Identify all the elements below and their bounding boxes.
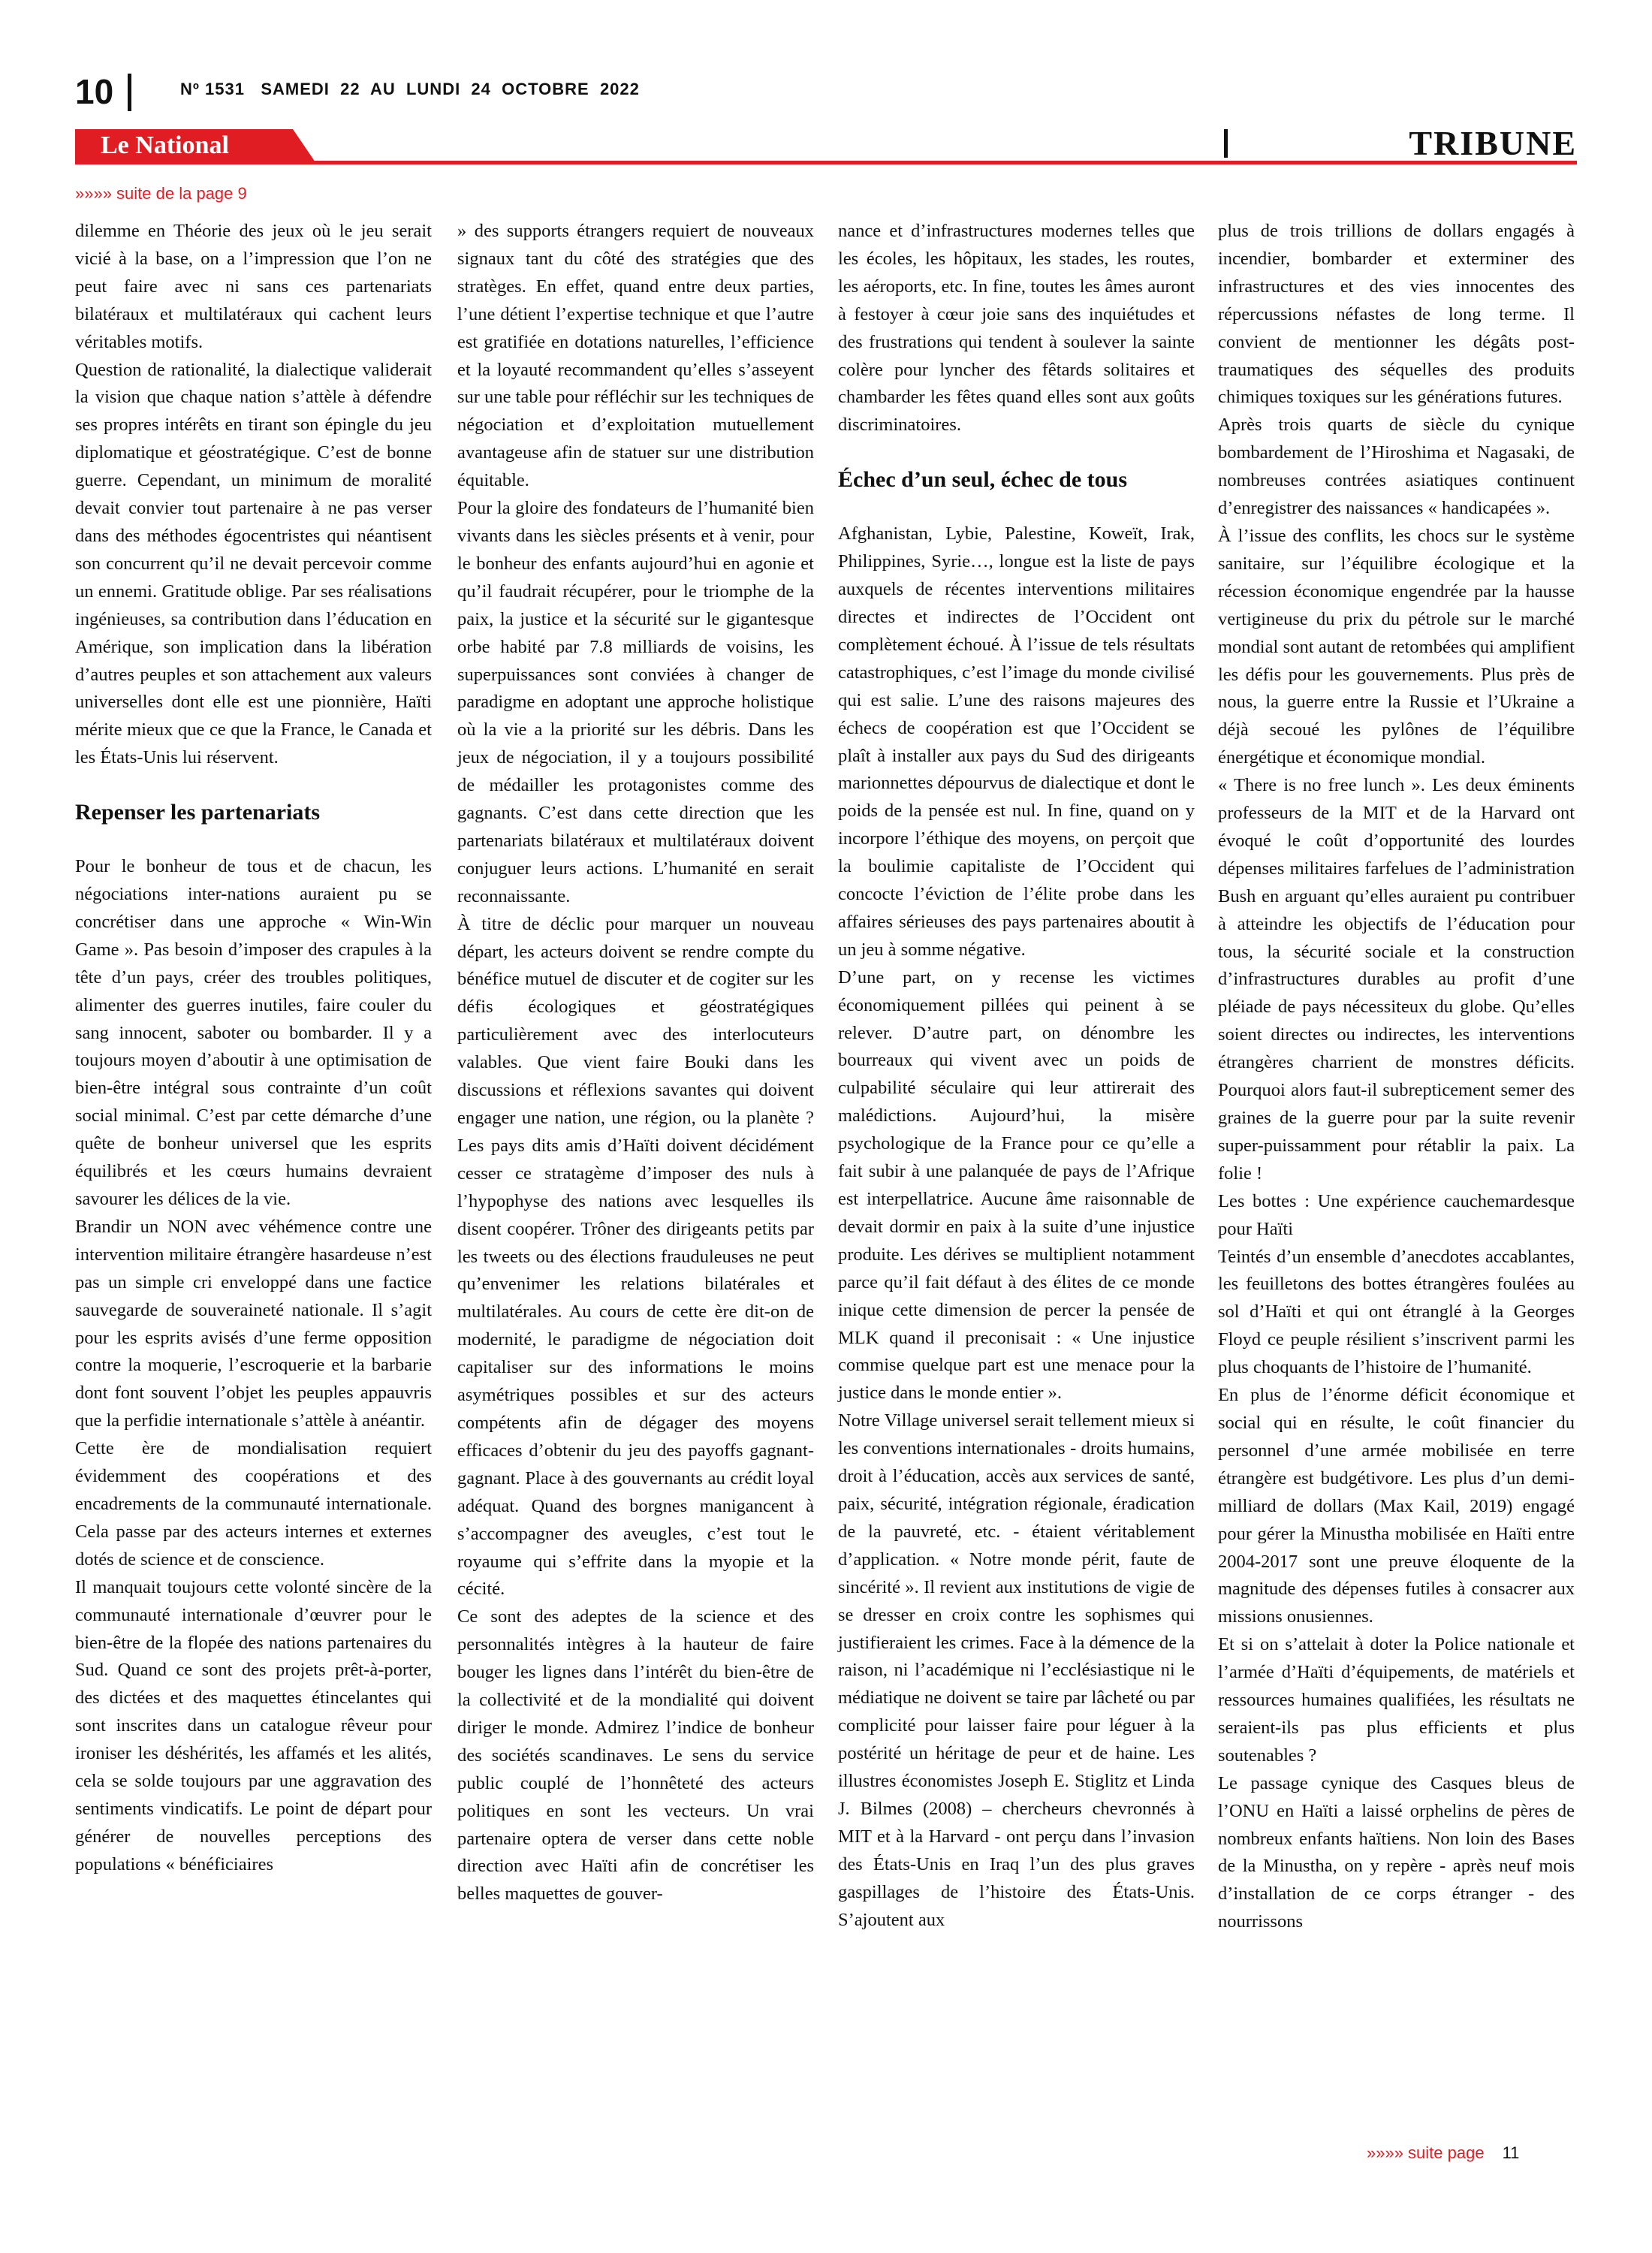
- paragraph: Question de rationalité, la dialectique validerait la vision que chaque nation s’attèle à défendre ses propres intérêts en tirant son épingle du jeu diplomatique et géostratégique. C’est de bonne guerre. Cependant, un minimum de moralité devait convier tout partenaire à ne pas verser dans des méthodes égocentristes qui néantisent son concurrent qu’il ne devait percevoir comme un ennemi. Gratitude oblige. Par ses réalisations ingénieuses, sa contribution dans l’éducation en Amérique, son implication dans la libération d’autres peuples et son attachement aux valeurs universelles dont elle est une pionnière, Haïti mérite mieux que ce que la France, le Canada et les États-Unis lui réservent.: [75, 359, 432, 768]
- brand-logo: Le National: [101, 131, 229, 159]
- paragraph: Et si on s’attelait à doter la Police nationale et l’armée d’Haïti d’équipements, de matériels et ressources humaines qualifiées, les résultats ne seraient-ils pas plus efficients et plus soutenables ?: [1218, 1634, 1575, 1766]
- paragraph: Teintés d’un ensemble d’anecdotes accablantes, les feuilletons des bottes étrangères foulées au sol d’Haïti et qui ont étranglé à la Georges Floyd ce peuple résilient s’inscrivent parmi les plus choquants de l’histoire de l’humanité.: [1218, 1246, 1575, 1378]
- continued-from: »»»» suite de la page 9: [75, 184, 247, 203]
- column-4: [1218, 218, 1575, 1936]
- section-divider: [1224, 129, 1228, 158]
- page-header: [75, 69, 1577, 114]
- paragraph: En plus de l’énorme déficit économique et social qui en résulte, le coût financier du personnel d’une armée mobilisée en terre étrangère est budgétivore. Les plus d’un demi-milliard de dollars (Max Kail, 2019) engagé pour gérer la Minustha mobilisée en Haïti entre 2004-2017 sont une preuve éloquente de la magnitude des dépenses futiles à consacrer aux missions onusiennes.: [1218, 1385, 1575, 1627]
- subheading: Échec d’un seul, échec de tous: [838, 467, 1127, 493]
- page-number: 10: [75, 72, 114, 111]
- paragraph: Notre Village universel serait tellement mieux si les conventions internationales - droits humains, droit à l’éducation, accès aux services de santé, paix, sécurité, intégration régionale, éradication de la pauvreté, etc. - étaient véritablement d’application. « Notre monde périt, faute de sincérité ». Il revient aux institutions de vigie de se dresser en croix contre les sophismes qui justifieraient les crimes. Face à la démence de la raison, ni l’académique ni l’ecclésiastique ni le médiatique ne doivent se taire par lâcheté ou par complicité pour laisser faire pour léguer à la postérité un héritage de peur et de haine. Les illustres économistes Joseph E. Stiglitz et Linda J. Bilmes (2008) – chercheurs chevronnés à MIT et à la Harvard - ont perçu dans l’invasion des États-Unis en Iraq l’un des plus graves gaspillages de l’histoire des États-Unis. S’ajoutent aux: [838, 1410, 1195, 1930]
- paragraph: Cette ère de mondialisation requiert évidemment des coopérations et des encadrements de la communauté internationale. Cela passe par des acteurs internes et externes dotés de science et de conscience.: [75, 1438, 432, 1570]
- column-1: [75, 218, 432, 1879]
- paragraph: Après trois quarts de siècle du cynique bombardement de l’Hiroshima et Nagasaki, de nombreuses contrées asiatiques continuent d’enregistrer des naissances « handicapées ».: [1218, 415, 1575, 519]
- continued-to: [1367, 2143, 1519, 2163]
- paragraph: Le passage cynique des Casques bleus de l’ONU en Haïti a laissé orphelins de pères de nombreux enfants haïtiens. Non loin des Bases de la Minustha, on y repère - après neuf mois d’installation de ce corps étranger - des nourrissons: [1218, 1772, 1575, 1932]
- paragraph: À titre de déclic pour marquer un nouveau départ, les acteurs doivent se rendre compte du bénéfice mutuel de discuter et de cogiter sur les défis écologiques et géostratégiques particulièrement avec des interlocuteurs valables. Que vient faire Bouki dans les discussions et réflexions savantes qui doivent engager une nation, une région, ou la planète ? Les pays dits amis d’Haïti doivent décidément cesser ce stratagème d’imposer des nuls à l’hypophyse des nations avec lesquelles ils disent coopérer. Trôner des dirigeants petits par les tweets ou des élections frauduleuses ne peut qu’envenimer les relations bilatérales et multilatérales. Au cours de cette ère dit-on de modernité, le paradigme de négociation doit capitaliser sur des informations le moins asymétriques possibles et sur des acteurs compétents afin de dégager des moyens efficaces d’obtenir du jeu des payoffs gagnant-gagnant. Place à des gouvernants au crédit loyal adéquat. Quand des borgnes manigancent à s’accompagner des aveugles, c’est tout le royaume qui s’effrite dans la myopie et la cécité.: [457, 913, 814, 1600]
- paragraph: Il manquait toujours cette volonté sincère de la communauté internationale d’œuvrer pour le bien-être de la flopée des nations partenaires du Sud. Quand ce sont des projets prêt-à-porter, des dictées et des maquettes étincelantes qui sont inscrites dans un catalogue rêveur pour ironiser les déshérités, les affamés et les alités, cela se solde toujours par une aggravation des sentiments vindicatifs. Le point de départ pour générer de nouvelles perceptions des populations « bénéficiaires: [75, 1576, 432, 1874]
- paragraph: Pour la gloire des fondateurs de l’humanité bien vivants dans les siècles présents et à venir, pour le bonheur des enfants aujourd’hui en agonie et qu’il faudrait récupérer, pour le triomphe de la paix, la justice et la sécurité sur le gigantesque orbe habité par 7.8 milliards de voisins, les superpuissances sont conviées à changer de paradigme en adoptant une approche holistique où la vie a la priorité sur les débris. Dans les jeux de négociation, il y a toujours possibilité de médailler les protagonistes comme des gagnants. C’est dans cette direction que les partenariats bilatéraux et multilatéraux doivent conjuguer leurs actions. L’humanité en serait reconnaissante.: [457, 498, 814, 906]
- paragraph: À l’issue des conflits, les chocs sur le système sanitaire, sur l’équilibre écologique et la récession économique engendrée par la hausse vertigineuse du prix du pétrole sur le marché mondial sont autant de retombées qui amplifient les défis pour les gouvernements. Plus près de nous, la guerre entre la Russie et l’Ukraine a déjà secoué les pylônes de l’équilibre énergétique et économique mondial.: [1218, 525, 1575, 768]
- paragraph: nance et d’infrastructures modernes telles que les écoles, les hôpitaux, les stades, les routes, les aéroports, etc. In fine, toutes les âmes auront à festoyer à cœur joie sans des inquiétudes et des frustrations qui tendent à soulever la sainte colère pour lyncher des fêtards solitaires et chambarder les fêtes quand elles sont aux goûts discriminatoires.: [838, 221, 1195, 436]
- column-3: [838, 218, 1195, 1934]
- paragraph: » des supports étrangers requiert de nouveaux signaux tant du côté des stratégies que des stratèges. En effet, quand entre deux parties, l’une détient l’expertise technique et que l’autre est gratifiée en dotations naturelles, l’efficience et la loyauté recommandent qu’elles s’asseyent sur une table pour réfléchir sur les techniques de négociation et d’exploitation mutuellement avantageuse afin de statuer sur une distribution équitable.: [457, 221, 814, 491]
- column-2: [457, 218, 814, 1908]
- continued-to-page: 11: [1502, 2143, 1520, 2162]
- issue-line: Nº 1531 SAMEDI 22 AU LUNDI 24 OCTOBRE 2022: [180, 80, 640, 98]
- paragraph: « There is no free lunch ». Les deux éminents professeurs de la MIT et de la Harvard ont évoqué le coût d’opportunité des lourdes dépenses militaires farfelues de l’administration Bush en arguant qu’elles auraient pu contribuer à atteindre les objectifs de l’éducation pour tous, la sécurité sociale et la construction d’infrastructures durables au profit d’une pléiade de pays nécessiteux du globe. Qu’elles soient directes ou indirectes, les interventions étrangères charrient de monstres déficits. Pourquoi alors faut-il subrepticement semer des graines de la guerre pour par la suite revenir super-puissamment pour rétablir la paix. La folie !: [1218, 775, 1575, 1184]
- continued-to-label: »»»» suite page: [1367, 2143, 1485, 2162]
- subheading: Repenser les partenariats: [75, 800, 321, 825]
- paragraph: Les bottes : Une expérience cauchemardesque pour Haïti: [1218, 1190, 1575, 1239]
- header-divider: [128, 74, 131, 111]
- paragraph: D’une part, on y recense les victimes économiquement pillées qui peinent à se relever. D’autre part, on dénombre les bourreaux qui vivent avec un poids de culpabilité séculaire qui leur attirerait des malédictions. Aujourd’hui, la misère psychologique de la France pour ce qu’elle a fait subir à une palanquée de pays de l’Afrique est interpellatrice. Aucune âme raisonnable de devait dormir en paix à la suite d’une injustice produite. Les dérives se multiplient notamment parce qu’il fait défaut à des élites de ce monde inique cette dimension de percer la pensée de MLK quand il preconisait : « Une injustice commise quelque part est une menace pour la justice dans le monde entier ».: [838, 967, 1195, 1404]
- section-bar: [75, 124, 1577, 167]
- paragraph: Pour le bonheur de tous et de chacun, les négociations inter-nations auraient pu se concrétiser dans une approche « Win-Win Game ». Pas besoin d’imposer des crapules à la tête d’un pays, créer des troubles politiques, alimenter des guerres inutiles, faire couler du sang innocent, saboter ou bombarder. Il y a toujours moyen d’aboutir à une optimisation de bien-être intégral sous contrainte d’un coût social minimal. C’est par cette démarche d’une quête de bonheur universel que les esprits équilibrés et les cœurs humains devraient savourer les délices de la vie.: [75, 856, 432, 1209]
- paragraph: Brandir un NON avec véhémence contre une intervention militaire étrangère hasardeuse n’est pas un simple cri enveloppé dans une factice sauvegarde de souveraineté nationale. Il s’agit pour les esprits avisés d’une ferme opposition contre la moquerie, l’escroquerie et la barbarie dont font souvent l’objet les peuples appauvris que la perfidie internationale s’attèle à anéantir.: [75, 1216, 432, 1431]
- paragraph: Ce sont des adeptes de la science et des personnalités intègres à la hauteur de faire bouger les lignes dans l’intérêt du bien-être de la collectivité et de la mondialité qui doivent diriger le monde. Admirez l’indice de bonheur des sociétés scandinaves. Le sens du service public couplé de l’honnêteté des acteurs politiques en sont les vecteurs. Un vrai partenaire optera de verser dans cette noble direction avec Haïti afin de concrétiser les belles maquettes de gouver-: [457, 1606, 814, 1905]
- paragraph: plus de trois trillions de dollars engagés à incendier, bombarder et exterminer des infrastructures et des vies innocentes des répercussions néfastes de long terme. Il convient de mentionner les dégâts post-traumatiques des séquelles des produits chimiques toxiques sur les générations futures.: [1218, 221, 1575, 408]
- section-title: TRIBUNE: [1409, 124, 1577, 162]
- paragraph: dilemme en Théorie des jeux où le jeu serait vicié à la base, on a l’impression que l’on ne peut faire avec ni sans ces partenariats bilatéraux et multilatéraux qui cachent leurs véritables motifs.: [75, 221, 432, 352]
- paragraph: Afghanistan, Lybie, Palestine, Koweït, Irak, Philippines, Syrie…, longue est la liste de pays auxquels de récentes interventions militaires directes et indirectes de l’Occident ont complètement échoué. À l’issue de tels résultats catastrophiques, c’est l’image du monde civilisé qui est salie. L’une des raisons majeures des échecs de coopération est que l’Occident se plaît à installer aux pays du Sud des dirigeants marionnettes dépourvus de dialectique et dont le poids de la pensée est nul. In fine, quand on y incorpore l’éthique des moyens, on perçoit que la boulimie capitaliste de l’Occident qui concocte l’éviction de l’élite probe dans les affaires sérieuses des pays partenaires aboutit à un jeu à somme négative.: [838, 523, 1195, 960]
